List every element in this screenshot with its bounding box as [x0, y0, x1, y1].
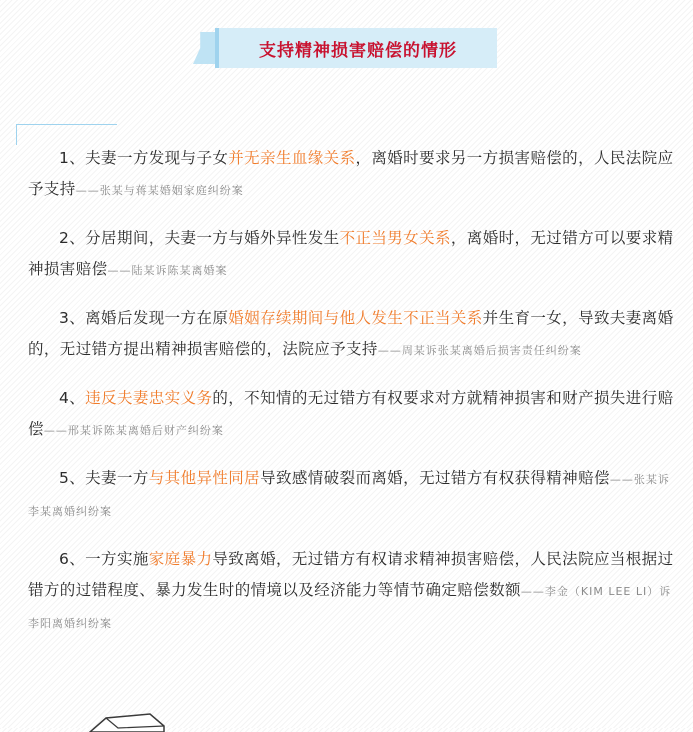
case-source: ——张某与蒋某婚姻家庭纠纷案 [75, 184, 244, 197]
case-text-pre: 2、分居期间，夫妻一方与婚外异性发生 [59, 229, 340, 247]
section-banner [193, 28, 493, 68]
case-text-pre: 5、夫妻一方 [59, 469, 149, 487]
case-highlight: 家庭暴力 [148, 550, 213, 568]
divider-line [16, 124, 117, 145]
case-text-post: 导致离婚，无过错方有权请求精神损害赔偿，人民法院应当根据过错方的过错程度、暴力发生时的情境以及经济能力等情节确定赔偿数额 [28, 550, 674, 599]
case-text-post: ，离婚时，无过错方可以要求精神损害赔偿 [28, 229, 674, 278]
case-source: ——邢某诉陈某离婚后财产纠纷案 [43, 424, 224, 437]
case-source: ——周某诉张某离婚后损害责任纠纷案 [377, 344, 582, 357]
case-highlight: 不正当男女关系 [339, 229, 451, 247]
case-text-post: ，离婚时要求另一方损害赔偿的，人民法院应予支持 [28, 149, 674, 198]
case-text-pre: 4、 [59, 389, 86, 407]
case-item-4 [28, 383, 678, 446]
banner-title: 支持精神损害赔偿的情形 [259, 40, 457, 61]
case-text-pre: 1、夫妻一方发现与子女 [59, 149, 229, 167]
case-highlight: 违反夫妻忠实义务 [85, 389, 213, 407]
case-highlight: 并无亲生血缘关系 [228, 149, 356, 167]
case-item-2 [28, 223, 678, 286]
case-text-post: 的，不知情的无过错方有权要求对方就精神损害和财产损失进行赔偿 [28, 389, 674, 438]
case-item-1 [28, 143, 678, 206]
case-text-post: 并生育一女，导致夫妻离婚的，无过错方提出精神损害赔偿的，法院应予支持 [28, 309, 674, 358]
case-item-6 [28, 544, 678, 639]
case-source: ——张某诉李某离婚纠纷案 [28, 473, 670, 518]
case-source: ——陆某诉陈某离婚案 [107, 264, 228, 277]
case-highlight: 婚姻存续期间与他人发生不正当关系 [228, 309, 483, 327]
case-text-pre: 6、一方实施 [59, 550, 149, 568]
case-item-3 [28, 303, 678, 366]
case-text-post: 导致感情破裂而离婚，无过错方有权获得精神赔偿 [260, 469, 610, 487]
case-source: ——李金（KIM LEE LI）诉李阳离婚纠纷案 [28, 585, 672, 630]
case-text-pre: 3、离婚后发现一方在原 [59, 309, 229, 327]
case-item-5 [28, 463, 678, 527]
case-highlight: 与其他异性同居 [148, 469, 261, 487]
document-icon [88, 708, 168, 732]
case-list [28, 143, 678, 656]
banner-box [215, 28, 497, 68]
